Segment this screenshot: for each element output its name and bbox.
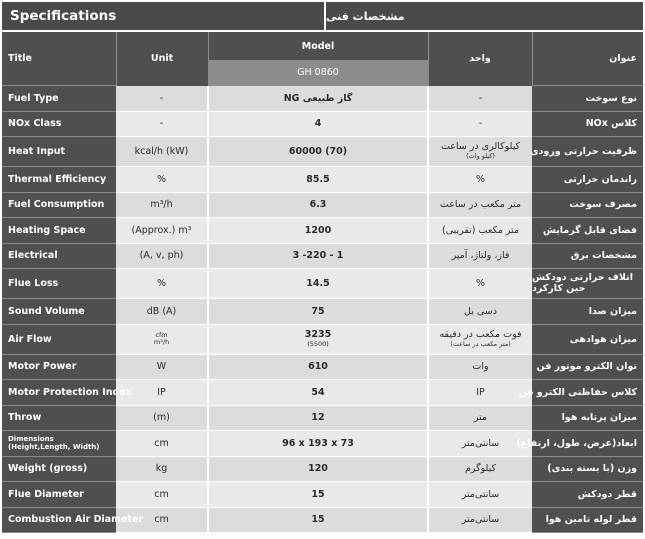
row-value-cell [208, 405, 428, 431]
row-value: 6.3 [309, 199, 327, 211]
row-unit: kcal/h (kW) [134, 146, 189, 157]
row-value-cell [208, 269, 428, 299]
row-title-fa-cell [518, 380, 643, 406]
row-title-fa: قطر دودکش [577, 488, 637, 500]
row-title-en-cell [2, 507, 144, 533]
row-title-fa-cell [532, 507, 643, 533]
table-row [2, 482, 643, 508]
row-value-cell [208, 324, 428, 354]
row-value: 610 [308, 361, 328, 373]
row-title-fa-cell [532, 299, 643, 325]
row-unit-fa-cell [428, 324, 532, 354]
row-title-fa-cell [532, 354, 643, 380]
row-title-en-cell [2, 456, 116, 482]
row-unit-fa: متر [473, 412, 488, 424]
table-row [2, 192, 643, 218]
row-unit-secondary: m³/h [153, 338, 170, 346]
row-value-cell [208, 111, 428, 137]
header-title-fa: عنوان [532, 32, 643, 86]
row-title-en-cell [2, 269, 116, 299]
row-unit: cm [154, 437, 169, 449]
row-title-en: Motor Power [8, 361, 77, 373]
row-title-fa-cell [532, 167, 643, 193]
row-title-en-cell [2, 137, 116, 167]
row-unit-cell [116, 137, 208, 167]
row-unit-cell [116, 482, 208, 508]
row-value-cell [208, 507, 428, 533]
row-title-fa-cell [532, 111, 643, 137]
row-value-cell [208, 218, 428, 244]
row-title-fa: ظرفیت حرارتی ورودی [529, 146, 637, 157]
row-title-en-cell [2, 218, 116, 244]
row-value: 96 x 193 x 73 [282, 437, 354, 449]
table-row [2, 405, 643, 431]
row-value: 12 [311, 412, 325, 424]
row-title-fa-cell [516, 431, 643, 457]
row-title-en-cell [2, 299, 116, 325]
table-row [2, 243, 643, 269]
row-title-fa: راندمان حرارتی [563, 173, 637, 185]
row-title-en: NOx Class [8, 118, 62, 130]
header-unit-fa: واحد [428, 32, 532, 86]
row-unit-cell [116, 167, 208, 193]
row-unit: - [159, 92, 164, 104]
row-unit-fa-cell [428, 456, 532, 482]
row-title-fa: نوع سوخت [585, 92, 637, 104]
table-row [2, 456, 643, 482]
row-unit-fa-cell [428, 218, 532, 244]
row-unit-fa-secondary: (کیلو وات) [466, 152, 495, 161]
row-title-fa: کلاس حفاظتی الکترو فن [518, 386, 637, 398]
row-unit-cell [116, 192, 208, 218]
row-unit-cell [116, 431, 208, 457]
row-title-fa: میزان هوادهی [569, 333, 637, 345]
row-value: 75 [311, 305, 325, 317]
row-unit-fa: دسی بل [464, 305, 497, 317]
table-header-row [2, 32, 643, 60]
row-title-fa: قطر لوله تامین هوا [545, 514, 637, 526]
table-row [2, 111, 643, 137]
spec-table [2, 32, 643, 533]
row-title-fa: ابعاد(عرض، طول، ارتفاع) [516, 437, 637, 449]
row-title-fa: اتلاف حرارتی دودکش [532, 271, 633, 283]
row-unit-fa-cell [428, 167, 532, 193]
row-title-en: Heat Input [8, 146, 66, 157]
row-value: 1200 [304, 224, 332, 236]
row-unit-cell [116, 354, 208, 380]
row-title-fa: میزان پرتابه هوا [561, 412, 637, 424]
table-row [2, 137, 643, 167]
row-unit: (m) [153, 412, 170, 424]
row-unit-fa: کیلوگرم [464, 463, 497, 475]
header-title-en: Title [2, 32, 116, 86]
row-title-fa: توان الکترو موتور فن [536, 361, 637, 373]
table-row [2, 324, 643, 354]
row-title-en-cell [2, 243, 116, 269]
row-unit: (A, v, ph) [139, 250, 184, 262]
row-title-fa-cell [532, 456, 643, 482]
row-title-en: Combustion Air Diameter [8, 514, 144, 526]
row-unit-fa-cell [428, 380, 532, 406]
row-unit-cell [116, 269, 208, 299]
row-unit-fa: فاز، ولتاژ، آمپر [451, 250, 510, 262]
row-unit-fa-cell [428, 405, 532, 431]
row-unit-fa: IP [476, 386, 485, 398]
row-unit-fa-cell [428, 111, 532, 137]
row-title-en-cell [2, 192, 116, 218]
row-title-fa-cell [532, 192, 643, 218]
row-unit-fa: % [475, 173, 486, 185]
row-value-cell [208, 137, 428, 167]
row-title-fa-cell [532, 269, 643, 299]
row-unit-fa-cell [428, 137, 532, 167]
row-title-en-cell [2, 167, 116, 193]
row-unit-fa: متر مکعب در ساعت [439, 199, 522, 211]
row-title-fa-cell [532, 482, 643, 508]
row-unit-cell [116, 456, 208, 482]
row-value: 85.5 [306, 173, 330, 185]
row-title-fa: میزان صدا [588, 305, 637, 317]
row-value-cell [208, 354, 428, 380]
row-value-cell [208, 431, 428, 457]
row-title-en: Motor Protection Index [8, 386, 132, 398]
row-title-en: Fuel Consumption [8, 199, 105, 211]
row-title-fa: مشخصات برق [570, 250, 637, 262]
table-row [2, 380, 643, 406]
row-value: 3 -220 - 1 [292, 250, 344, 262]
row-title-fa-secondary: حین کارکرد [532, 282, 586, 294]
row-unit-cell [116, 111, 208, 137]
row-unit-cell [116, 218, 208, 244]
row-title-fa: مصرف سوخت [569, 199, 637, 211]
header-model-code: GH 0860 [208, 60, 428, 86]
row-unit-fa: فوت مکعب در دقیقه [439, 328, 522, 340]
row-unit-cell [116, 299, 208, 325]
row-value-cell [208, 482, 428, 508]
row-value: 14.5 [306, 278, 330, 289]
table-row [2, 431, 643, 457]
row-unit-fa-cell [428, 507, 532, 533]
row-title-en-cell [2, 482, 116, 508]
row-value-cell [208, 86, 428, 112]
row-unit-fa-secondary: (متر مکعب در ساعت) [450, 339, 511, 348]
row-unit-fa-cell [428, 192, 532, 218]
spec-banner [2, 2, 643, 30]
row-title-en-cell [2, 405, 116, 431]
row-unit-fa-cell [428, 243, 532, 269]
row-unit-fa: % [475, 278, 486, 289]
row-unit-fa-cell [428, 86, 532, 112]
row-title-en-cell [2, 86, 116, 112]
row-value: 60000 (70) [288, 146, 348, 157]
row-value-secondary: (5500) [307, 339, 329, 348]
header-model: Model [208, 32, 428, 60]
table-row [2, 507, 643, 533]
table-row [2, 354, 643, 380]
row-unit-fa: سانتی‌متر [461, 514, 500, 526]
row-unit-fa-cell [428, 299, 532, 325]
row-title-en: Dimensions (Height,Length, Width) [8, 434, 100, 452]
row-title-en-cell [2, 354, 116, 380]
row-title-fa-cell [532, 405, 643, 431]
row-unit-fa-cell [428, 482, 532, 508]
row-title-en: Sound Volume [8, 305, 85, 317]
row-title-en: Flue Loss [8, 278, 59, 289]
row-unit: cm [154, 488, 169, 500]
row-value-cell [208, 167, 428, 193]
row-value-cell [208, 299, 428, 325]
row-title-fa: فضای قابل گرمایش [542, 224, 637, 236]
row-unit: % [156, 278, 167, 289]
table-row [2, 269, 643, 299]
row-unit: m³/h [150, 199, 173, 211]
row-unit: dB (A) [146, 305, 177, 317]
row-title-fa-cell [532, 86, 643, 112]
table-row [2, 167, 643, 193]
row-unit-cell [116, 324, 208, 354]
row-title-en: Thermal Efficiency [8, 173, 107, 185]
row-unit-fa: متر مکعب (تقریبی) [441, 224, 520, 236]
row-value: 4 [314, 118, 322, 130]
row-title-fa-cell [532, 243, 643, 269]
row-title-fa-cell [532, 218, 643, 244]
banner-title-en: Specifications [2, 2, 324, 30]
row-unit: (Approx.) m³ [131, 224, 192, 236]
row-title-en-cell [2, 111, 116, 137]
row-unit: % [156, 173, 167, 185]
table-row [2, 218, 643, 244]
row-title-en: Flue Diameter [8, 488, 84, 500]
row-unit-fa: وات [472, 361, 489, 373]
row-value: 120 [308, 463, 328, 475]
row-value-cell [208, 456, 428, 482]
row-title-fa: کلاس NOx [585, 118, 637, 130]
row-unit-fa: سانتی‌متر [461, 437, 500, 449]
row-title-fa-cell [532, 324, 643, 354]
spec-rows [2, 86, 643, 533]
row-value-cell [208, 192, 428, 218]
row-unit-cell [116, 243, 208, 269]
row-title-en-cell [2, 431, 116, 457]
row-title-en: Fuel Type [8, 92, 59, 104]
row-unit-fa-cell [428, 354, 532, 380]
row-unit-fa: - [478, 92, 483, 104]
row-unit: cfm [155, 330, 168, 339]
row-unit: IP [157, 386, 166, 398]
row-title-en: Heating Space [8, 224, 86, 236]
table-row [2, 86, 643, 112]
row-title-en: Electrical [8, 250, 58, 262]
row-value: 15 [311, 488, 325, 500]
row-value: گاز طبیعی NG [283, 92, 353, 104]
row-title-fa-cell [529, 137, 643, 167]
row-unit-cell [116, 405, 208, 431]
row-unit: kg [155, 463, 168, 475]
row-value-cell [208, 380, 428, 406]
table-row [2, 299, 643, 325]
banner-title-fa: مشخصات فنی [326, 2, 643, 30]
row-title-en: Air Flow [8, 333, 52, 345]
row-value: 54 [311, 386, 325, 398]
row-unit-fa-cell [428, 269, 532, 299]
row-title-en-cell [2, 324, 116, 354]
row-unit-fa: سانتی‌متر [461, 488, 500, 500]
row-value: 15 [311, 514, 325, 526]
row-unit-fa: کیلوکالری در ساعت [440, 141, 521, 153]
row-unit: - [159, 118, 164, 130]
row-title-en: Throw [8, 412, 42, 424]
row-unit: W [156, 361, 167, 373]
row-unit-fa: - [478, 118, 483, 130]
row-value-cell [208, 243, 428, 269]
row-title-en-cell [2, 380, 132, 406]
row-value: 3235 [304, 328, 332, 340]
header-unit-en: Unit [116, 32, 208, 86]
row-title-en: Weight (gross) [8, 463, 88, 475]
row-title-fa: وزن (با بسته بندی) [547, 463, 637, 475]
row-unit: cm [154, 514, 169, 526]
row-unit-cell [116, 86, 208, 112]
